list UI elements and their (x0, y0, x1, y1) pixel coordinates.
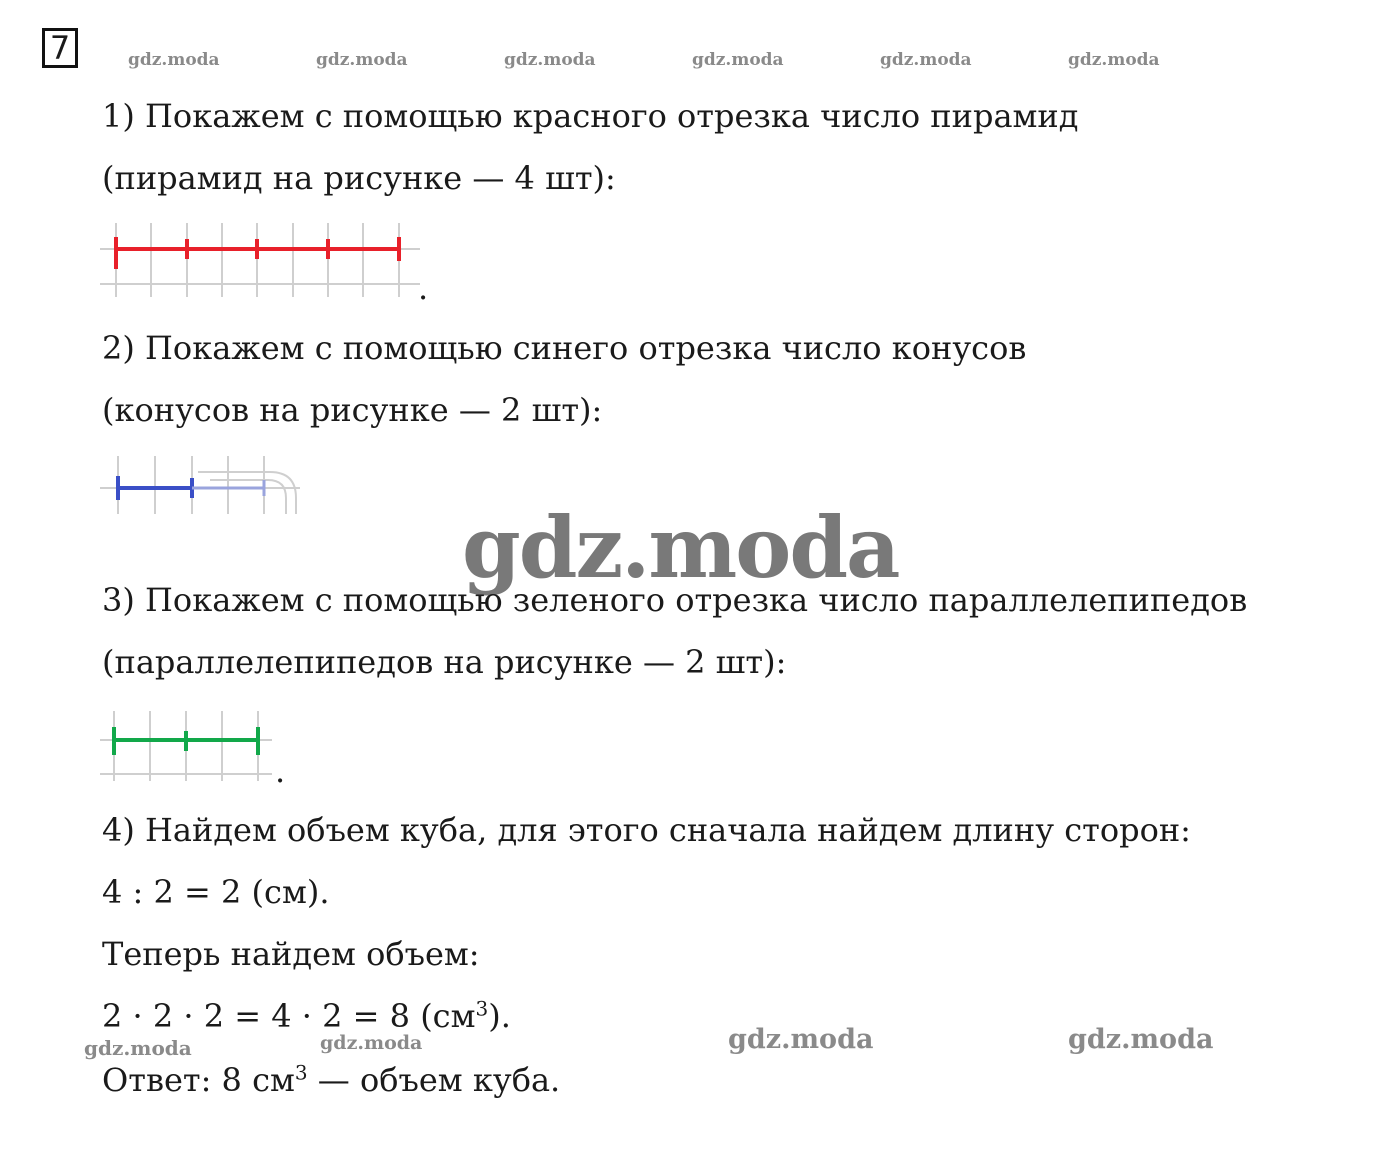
step1-line2: (пирамид на рисунке — 4 шт): (102, 159, 616, 197)
step4-line3: Теперь найдем объем: (102, 935, 480, 973)
volume-expression-end: ). (488, 997, 511, 1035)
watermark: gdz.moda (1068, 50, 1160, 70)
watermark: gdz.moda (84, 1036, 192, 1060)
step4-line2: 4 : 2 = 2 (см). (102, 873, 330, 911)
watermark: gdz.moda (1068, 1024, 1214, 1055)
step2-line2: (конусов на рисунке — 2 шт): (102, 391, 603, 429)
step3-line1: 3) Покажем с помощью зеленого отрезка число параллелепипедов (102, 581, 1248, 619)
period: . (418, 269, 429, 307)
blue-segment-figure (100, 450, 310, 520)
step3-line2: (параллелепипедов на рисунке — 2 шт): (102, 643, 787, 681)
volume-expression: 2 · 2 · 2 = 4 · 2 = 8 (см (102, 997, 476, 1035)
watermark: gdz.moda (316, 50, 408, 70)
answer-text-end: — объем куба. (307, 1061, 561, 1099)
cube-exponent: 3 (475, 996, 489, 1021)
period: . (275, 752, 286, 790)
watermark: gdz.moda (504, 50, 596, 70)
task-number: 7 (42, 28, 78, 68)
step4-line4 (102, 996, 511, 1036)
watermark: gdz.moda (692, 50, 784, 70)
step2-line1: 2) Покажем с помощью синего отрезка число конусов (102, 329, 1027, 367)
step1-line1: 1) Покажем с помощью красного отрезка число пирамид (102, 97, 1079, 135)
watermark-large: gdz.moda (462, 498, 899, 597)
watermark: gdz.moda (728, 1024, 874, 1055)
step4-line1: 4) Найдем объем куба, для этого сначала найдем длину сторон: (102, 811, 1191, 849)
answer-exponent: 3 (294, 1060, 308, 1085)
red-segment-figure (100, 215, 430, 305)
green-segment-figure (100, 705, 280, 785)
answer-text: Ответ: 8 см (102, 1061, 295, 1099)
watermark: gdz.moda (128, 50, 220, 70)
watermark: gdz.moda (880, 50, 972, 70)
answer-line (102, 1060, 560, 1100)
watermark: gdz.moda (320, 1032, 423, 1054)
